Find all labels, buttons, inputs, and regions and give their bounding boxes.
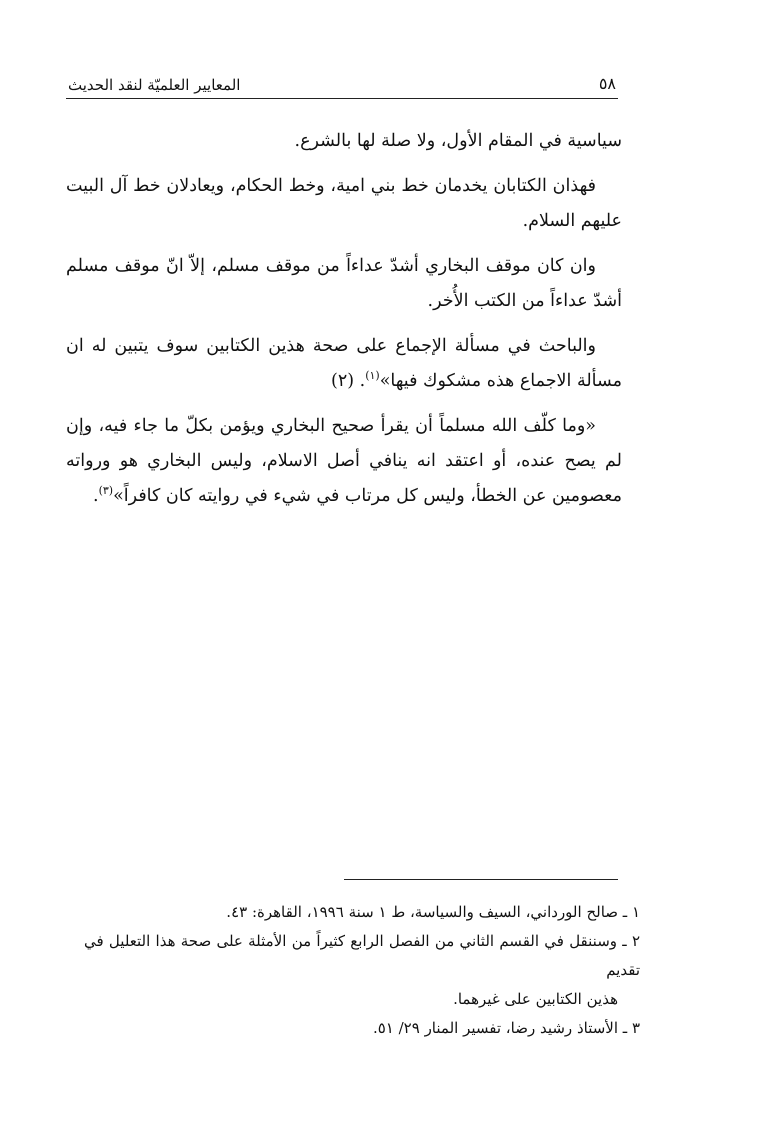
paragraph-5 [66, 409, 622, 514]
page-header [66, 74, 618, 99]
running-title: المعايير العلميّة لنقد الحديث [68, 76, 241, 94]
footnotes [84, 898, 640, 1043]
paragraph-3: وان كان موقف البخاري أشدّ عداءاً من موقف مسلم، إلاّ انّ موقف مسلم أشدّ عداءاً من الكتب الأُخر. [66, 256, 622, 311]
footnote-3: ٣ ـ الأستاذ رشيد رضا، تفسير المنار ٢٩/ ٥١. [372, 1019, 640, 1037]
paragraph-5-end: . [93, 486, 99, 506]
footnote-separator [344, 879, 618, 880]
footnote-2 [84, 927, 640, 1014]
footnote-2-line-2: هذين الكتابين على غيرهما. [453, 990, 618, 1008]
footnote-2-line-1: ٢ ـ وسننقل في القسم الثاني من الفصل الرابع كثيراً من الأمثلة على صحة هذا التعليل في تقديم [84, 932, 640, 979]
paragraph-5-text: «وما كلّف الله مسلماً أن يقرأ صحيح البخاري ويؤمن بكلّ ما جاء فيه، وإن لم يصح عنده، أو اعتقد انه ينافي أصل الاسلام، وليس البخاري هو ورواته معصومين عن الخطأ، وليس كل مرتاب في شيء في روايته كان كافراً» [66, 416, 622, 506]
paragraph-2: فهذان الكتابان يخدمان خط بني امية، وخط الحكام، ويعادلان خط آل البيت عليهم السلام. [66, 176, 622, 231]
paragraph-4-text: والباحث في مسألة الإجماع على صحة هذين الكتابين سوف يتبين له ان مسألة الاجماع هذه مشكوك فيها» [66, 336, 622, 391]
paragraph-4 [66, 329, 622, 399]
page-number: ٥٨ [598, 74, 616, 93]
footnote-ref-2: . (٢) [331, 371, 366, 391]
footnote-ref-3: (٣) [98, 484, 114, 498]
main-text [66, 124, 622, 524]
paragraph-1: سياسية في المقام الأول، ولا صلة لها بالشرع. [294, 131, 622, 151]
footnote-1: ١ ـ صالح الورداني، السيف والسياسة، ط ١ سنة ١٩٩٦، القاهرة: ٤٣. [226, 903, 640, 921]
footnote-ref-1: (١) [365, 369, 380, 383]
